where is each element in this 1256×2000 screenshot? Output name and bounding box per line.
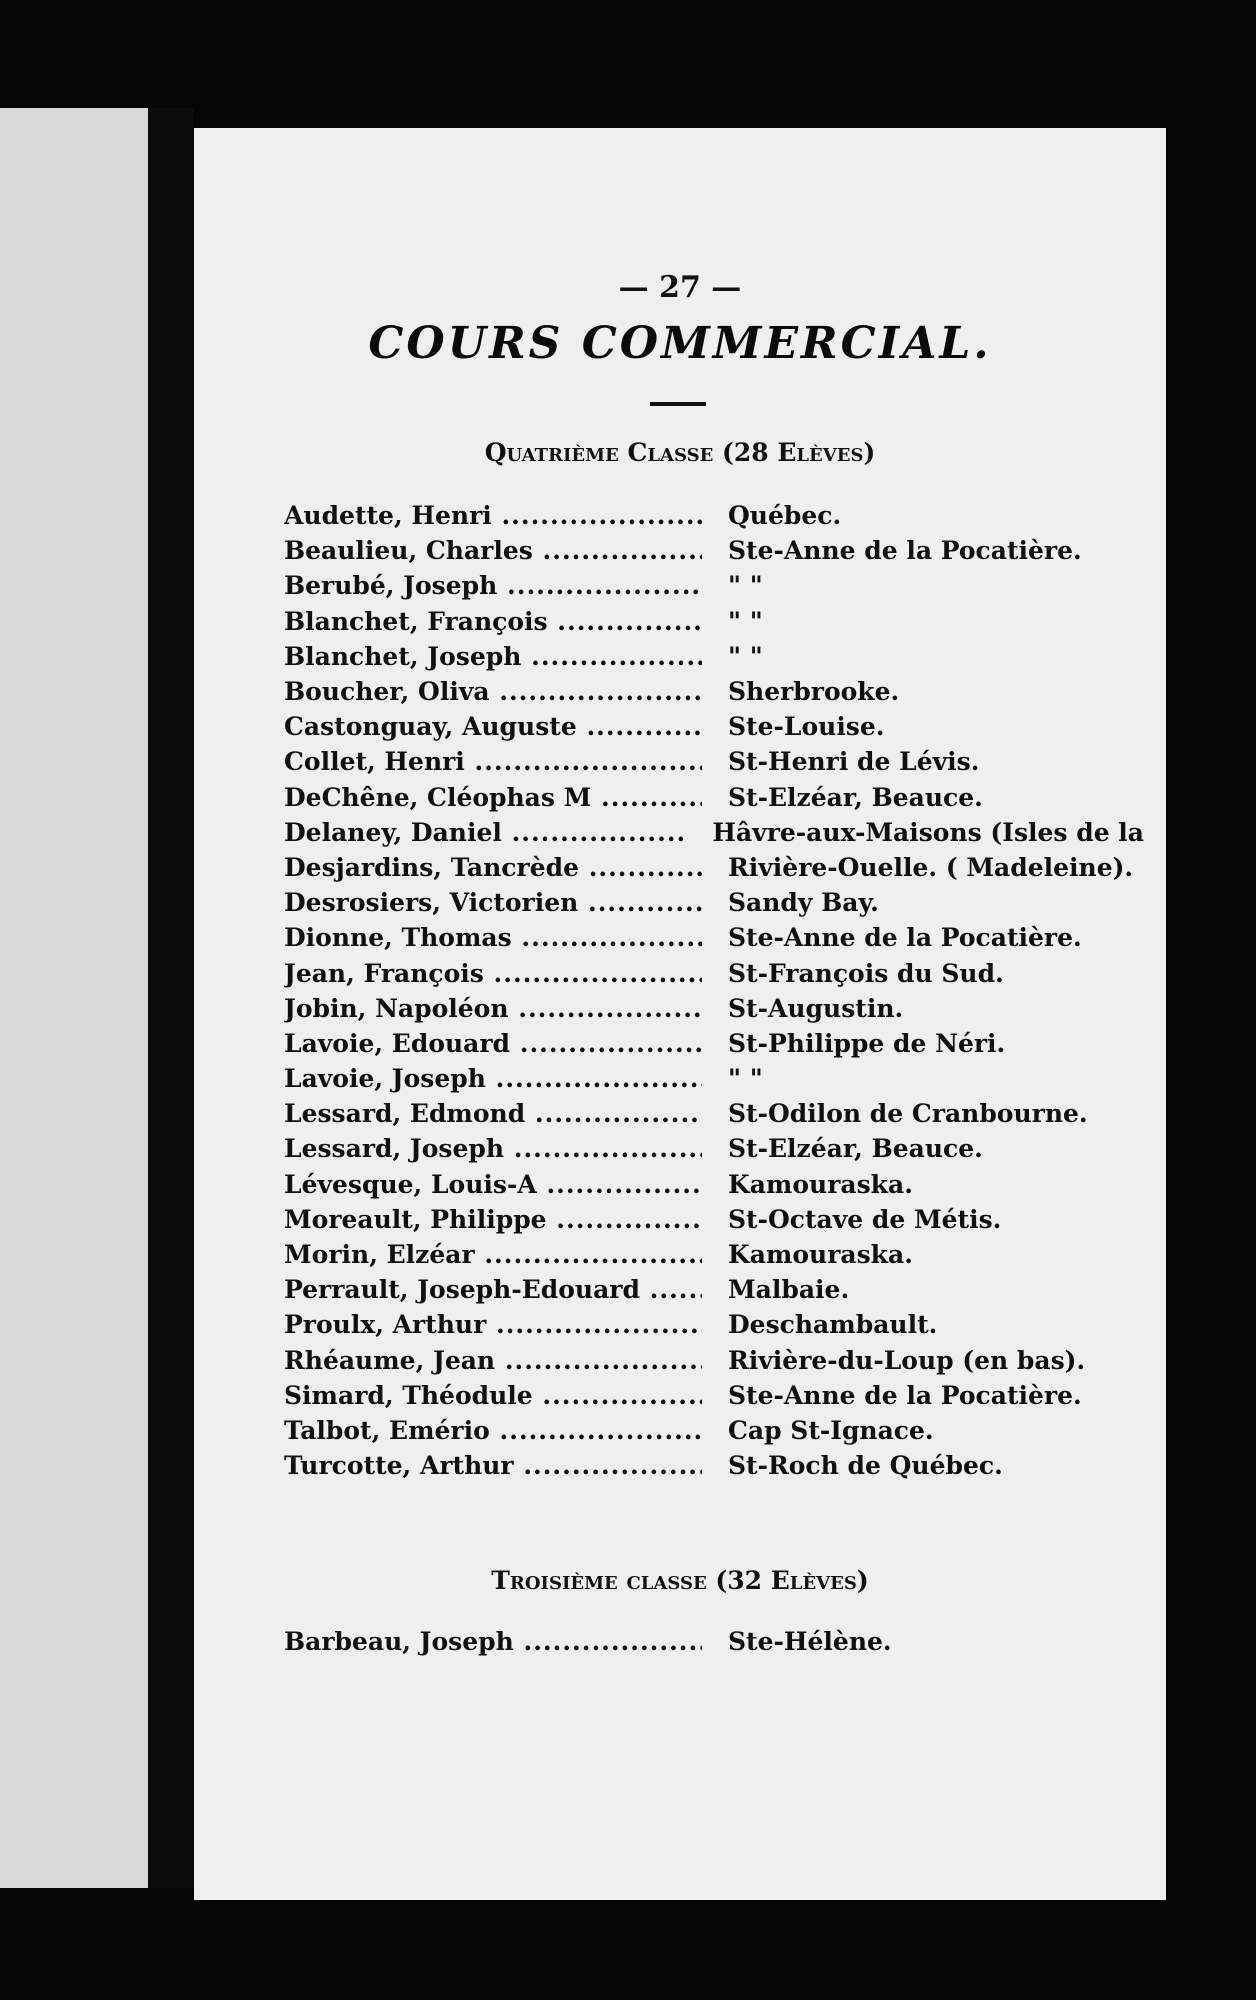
student-hometown: Kamouraska.	[728, 1240, 913, 1270]
student-name: Boucher, Oliva .....	[284, 677, 702, 706]
student-name: Blanchet, Joseph .....	[284, 642, 702, 671]
student-name: Jean, François .....	[284, 959, 702, 988]
student-row	[284, 1237, 1144, 1272]
student-name: Perrault, Joseph-Edouard .....	[284, 1275, 702, 1304]
student-name: Desjardins, Tancrède .....	[284, 853, 702, 882]
student-name: Audette, Henri .....	[284, 501, 702, 530]
student-row	[284, 604, 1144, 639]
adjacent-page-edge	[0, 108, 148, 1888]
student-row	[284, 674, 1144, 709]
student-hometown: Ste-Anne de la Pocatière.	[728, 1380, 1082, 1410]
student-row	[284, 1272, 1144, 1307]
student-name: Rhéaume, Jean .....	[284, 1346, 702, 1375]
page-number: — 27 —	[618, 270, 742, 305]
student-row	[284, 1448, 1144, 1483]
student-name: Delaney, Daniel .....	[284, 818, 686, 847]
student-row	[284, 1378, 1144, 1413]
student-hometown: St-Elzéar, Beauce.	[728, 1134, 983, 1164]
student-hometown: Ste-Louise.	[728, 712, 885, 742]
student-hometown: " "	[728, 571, 763, 601]
student-hometown: " "	[728, 1064, 763, 1094]
student-hometown: St-Octave de Métis.	[728, 1204, 1002, 1234]
student-row	[284, 920, 1144, 955]
student-row	[284, 1061, 1144, 1096]
student-hometown: Sherbrooke.	[728, 677, 900, 707]
student-name: Lévesque, Louis-A .....	[284, 1170, 702, 1199]
student-row	[284, 1167, 1144, 1202]
student-hometown: St-François du Sud.	[728, 958, 1004, 988]
student-name: Lessard, Joseph .....	[284, 1134, 702, 1163]
student-row	[284, 1096, 1144, 1131]
student-hometown: Cap St-Ignace.	[728, 1415, 934, 1445]
student-hometown: St-Roch de Québec.	[728, 1451, 1003, 1481]
student-row	[284, 498, 1144, 533]
student-name: Turcotte, Arthur .....	[284, 1451, 702, 1480]
student-hometown: Rivière-Ouelle. ( Madeleine).	[728, 852, 1134, 882]
student-name: Lavoie, Edouard .....	[284, 1029, 702, 1058]
student-row	[284, 991, 1144, 1026]
student-name: Lavoie, Joseph .....	[284, 1064, 702, 1093]
class-heading-quatrieme: Quatrième Classe (28 Elèves)	[484, 438, 876, 467]
student-row	[284, 709, 1144, 744]
student-hometown: Sandy Bay.	[728, 888, 879, 918]
student-row	[284, 744, 1144, 779]
student-hometown: Ste-Anne de la Pocatière.	[728, 536, 1082, 566]
student-hometown: Ste-Anne de la Pocatière.	[728, 923, 1082, 953]
student-row	[284, 1307, 1144, 1342]
student-name: Desrosiers, Victorien .....	[284, 888, 702, 917]
student-hometown: Rivière-du-Loup (en bas).	[728, 1345, 1086, 1375]
student-hometown: St-Henri de Lévis.	[728, 747, 980, 777]
student-hometown: Québec.	[728, 501, 842, 531]
student-hometown: St-Augustin.	[728, 993, 904, 1023]
student-row	[284, 815, 1144, 850]
student-row	[284, 1413, 1144, 1448]
student-row	[284, 850, 1144, 885]
student-row	[284, 1026, 1144, 1061]
student-name: Dionne, Thomas .....	[284, 923, 702, 952]
student-name: Proulx, Arthur .....	[284, 1310, 702, 1339]
student-name: Barbeau, Joseph .....	[284, 1627, 702, 1656]
student-hometown: " "	[728, 641, 763, 671]
title-rule	[650, 402, 706, 406]
student-name: Collet, Henri .....	[284, 747, 702, 776]
student-row	[284, 1202, 1144, 1237]
student-name: Beaulieu, Charles .....	[284, 536, 702, 565]
student-name: Morin, Elzéar .....	[284, 1240, 702, 1269]
student-hometown: Deschambault.	[728, 1310, 938, 1340]
student-name: Blanchet, François .....	[284, 607, 702, 636]
document-page	[194, 128, 1166, 1900]
student-hometown: Hâvre-aux-Maisons (Isles de la	[712, 817, 1144, 847]
student-name: Lessard, Edmond .....	[284, 1099, 702, 1128]
student-name: Talbot, Emério .....	[284, 1416, 702, 1445]
student-hometown: Ste-Hélène.	[728, 1627, 892, 1657]
student-row	[284, 1343, 1144, 1378]
student-hometown: St-Philippe de Néri.	[728, 1028, 1006, 1058]
student-row	[284, 885, 1144, 920]
student-hometown: St-Elzéar, Beauce.	[728, 782, 983, 812]
student-name: Moreault, Philippe .....	[284, 1205, 702, 1234]
class-heading-troisieme: Troisième classe (32 Elèves)	[491, 1566, 869, 1595]
student-hometown: Kamouraska.	[728, 1169, 913, 1199]
student-name: Simard, Théodule .....	[284, 1381, 702, 1410]
student-name: Berubé, Joseph .....	[284, 571, 702, 600]
student-row	[284, 568, 1144, 603]
student-name: Jobin, Napoléon .....	[284, 994, 702, 1023]
student-hometown: Malbaie.	[728, 1275, 850, 1305]
section-title: COURS COMMERCIAL.	[368, 318, 992, 369]
student-row	[284, 639, 1144, 674]
student-row	[284, 955, 1144, 990]
student-row	[284, 1624, 1144, 1659]
student-list-quatrieme	[284, 498, 1144, 1483]
student-name: Castonguay, Auguste .....	[284, 712, 702, 741]
book-spine	[148, 108, 194, 1888]
student-row	[284, 533, 1144, 568]
student-row	[284, 780, 1144, 815]
student-hometown: " "	[728, 606, 763, 636]
student-list-troisieme	[284, 1624, 1144, 1659]
student-row	[284, 1131, 1144, 1166]
student-hometown: St-Odilon de Cranbourne.	[728, 1099, 1088, 1129]
student-name: DeChêne, Cléophas M .....	[284, 783, 702, 812]
